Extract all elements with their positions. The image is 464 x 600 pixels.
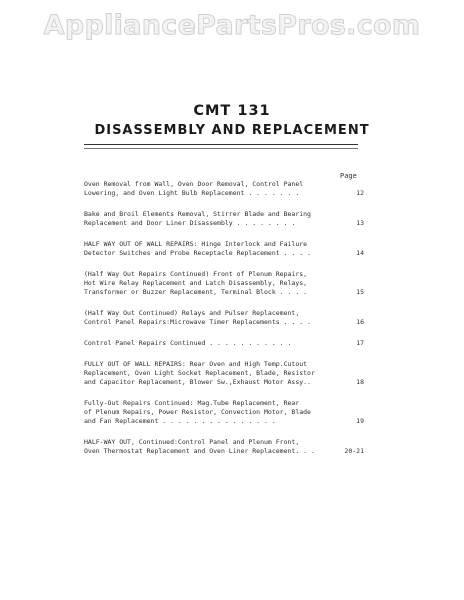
toc-entry	[84, 309, 364, 327]
toc-entry-text-line: Fully-Out Repairs Continued: Mag.Tube Replacement, Rear	[84, 399, 300, 407]
toc-entry-page-number: 15	[356, 288, 364, 296]
toc-entry-page-number: 19	[356, 417, 364, 425]
toc-entry	[84, 438, 364, 456]
toc-entry-text-line: Oven Removal from Wall, Oven Door Removal, Control Panel	[84, 180, 304, 188]
toc-entry-text-line: Control Panel Repairs:Microwave Timer Replacements . . . .	[84, 318, 311, 326]
document-subtitle: DISASSEMBLY AND REPLACEMENT	[94, 123, 370, 138]
toc-entry-text-line: Replacement, Oven Light Socket Replacement, Blade, Resistor	[84, 369, 315, 377]
toc-entry-text-line: (Half Way Out Continued) Relays and Pulser Replacement,	[84, 309, 300, 317]
toc-entry	[84, 240, 364, 258]
toc-entry	[84, 180, 364, 198]
watermark-text: AppliancePartsPros.com	[43, 10, 421, 41]
toc-entry-page-number: 14	[356, 249, 364, 257]
toc-entry-text-line: HALF-WAY OUT, Continued:Control Panel and Plenum Front,	[84, 438, 300, 446]
title-rule	[84, 144, 358, 145]
toc-entry-page-number: 12	[356, 189, 364, 197]
toc-entry-text-line: and Fan Replacement . . . . . . . . . . . . . . .	[84, 417, 276, 425]
toc-entry-text-line: of Plenum Repairs, Power Resistor, Convection Motor, Blade	[84, 408, 311, 416]
title-rule-thin	[84, 148, 358, 149]
toc-entry-text-line: Control Panel Repairs Continued . . . . . . . . . . .	[84, 339, 292, 347]
toc-entry-page-number: 20-21	[344, 447, 364, 455]
toc-entry	[84, 360, 364, 387]
toc-entry-text-line: and Capacitor Replacement, Blower Sw.,Exhaust Motor Assy..	[84, 378, 311, 386]
toc-entry-text-line: Lowering, and Oven Light Bulb Replacement . . . . . . .	[84, 189, 300, 197]
toc-entry-text-line: Hot Wire Relay Replacement and Latch Disassembly, Relays,	[84, 279, 308, 287]
toc-entry-text-line: Transformer or Buzzer Replacement, Terminal Block . . . .	[84, 288, 308, 296]
toc-entry-page-number: 16	[356, 318, 364, 326]
toc-entry-text-line: Replacement and Door Liner Disassembly . . . . . . . .	[84, 219, 296, 227]
table-of-contents	[84, 180, 364, 468]
toc-entry-text-line: (Half Way Out Repairs Continued) Front of Plenum Repairs,	[84, 270, 308, 278]
toc-entry-page-number: 17	[356, 339, 364, 347]
toc-entry-page-number: 18	[356, 378, 364, 386]
toc-entry-text-line: Bake and Broil Elements Removal, Stirrer Blade and Bearing	[84, 210, 311, 218]
toc-entry	[84, 399, 364, 426]
toc-entry-text-line: Oven Thermostat Replacement and Oven Liner Replacement. . .	[84, 447, 315, 455]
toc-entry-text-line: HALF WAY OUT OF WALL REPAIRS: Hinge Interlock and Failure	[84, 240, 308, 248]
toc-entry-text-line: Detector Switches and Probe Receptacle Replacement . . . .	[84, 249, 311, 257]
document-title: CMT 131	[193, 103, 271, 119]
toc-entry	[84, 210, 364, 228]
toc-entry	[84, 339, 364, 348]
toc-entry	[84, 270, 364, 297]
toc-entry-text-line: FULLY OUT OF WALL REPAIRS: Rear Oven and High Temp.Cutout	[84, 360, 308, 368]
page-column-header: Page	[340, 172, 357, 180]
toc-entry-page-number: 13	[356, 219, 364, 227]
